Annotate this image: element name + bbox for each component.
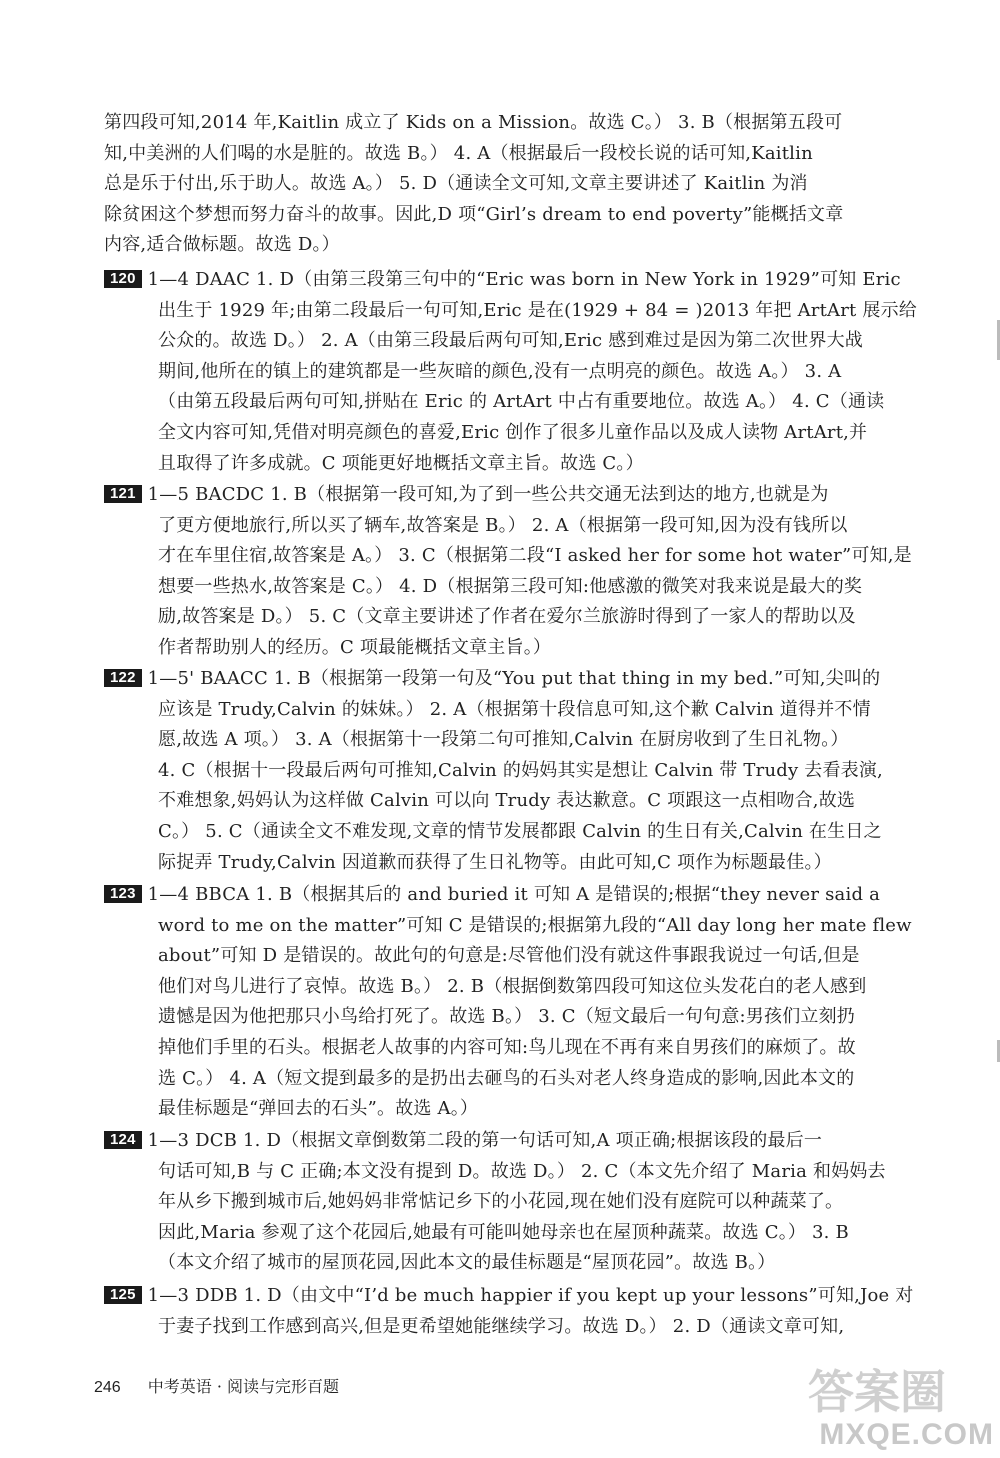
text-line: 期间,他所在的镇上的建筑都是一些灰暗的颜色,没有一点明亮的颜色。故选 A。） 3. A (158, 360, 842, 382)
text-line: 除贫困这个梦想而努力奋斗的故事。因此,D 项“Girl’s dream to end poverty”能概括文章 (104, 203, 844, 225)
text-line: 掉他们手里的石头。根据老人故事的内容可知:鸟儿现在不再有来自男孩们的麻烦了。故 (158, 1036, 856, 1058)
text-line: 于妻子找到工作感到高兴,但是更希望她能继续学习。故选 D。） 2. D（通读文章可知, (158, 1315, 845, 1337)
text-line: 1—3 DDB 1. D（由文中“I’d be much happier if you kept up your lessons”可知,Joe 对 (147, 1285, 914, 1306)
answer-block-123 (104, 880, 926, 1125)
question-number-badge: 123 (104, 885, 142, 903)
text-line: 想要一些热水,故答案是 C。） 4. D（根据第三段可知:他感激的微笑对我来说是最大的奖 (158, 575, 863, 597)
watermark-logo (804, 1356, 994, 1452)
text-line: 全文内容可知,凭借对明亮颜色的喜爱,Eric 创作了很多儿童作品以及成人读物 ArtArt,并 (158, 421, 868, 443)
text-line: 年从乡下搬到城市后,她妈妈非常惦记乡下的小花园,现在她们没有庭院可以种蔬菜了。 (158, 1191, 844, 1213)
text-line: 1—4 BBCA 1. B（根据其后的 and buried it 可知 A 是错误的;根据“they never said a (147, 884, 881, 905)
text-line: 总是乐于付出,乐于助人。故选 A。） 5. D（通读全文可知,文章主要讲述了 Kaitlin 为消 (104, 173, 808, 195)
text-line: 句话可知,B 与 C 正确;本文没有提到 D。故选 D。） 2. C（本文先介绍了 Maria 和妈妈去 (158, 1160, 886, 1182)
text-line: 第四段可知,2014 年,Kaitlin 成立了 Kids on a Mission。故选 C。） 3. B（根据第五段可 (104, 112, 843, 133)
question-number-badge: 120 (104, 270, 142, 288)
text-line: 内容,适合做标题。故选 D。） (104, 234, 340, 256)
text-line: 最佳标题是“弹回去的石头”。故选 A。） (158, 1098, 479, 1120)
text-line: about”可知 D 是错误的。故此句的句意是:尽管他们没有就这件事跟我说过一句话,但是 (158, 945, 860, 967)
page-number: 246 (94, 1379, 121, 1396)
question-number-badge: 124 (104, 1131, 142, 1149)
text-line: 1—3 DCB 1. D（根据文章倒数第二段的第一句话可知,A 项正确;根据该段的最后一 (147, 1130, 823, 1151)
text-line: 选 C。） 4. A（短文提到最多的是扔出去砸鸟的石头对老人终身造成的影响,因此本文的 (158, 1067, 855, 1089)
text-line: C。） 5. C（通读全文不难发现,文章的情节发展都跟 Calvin 的生日有关,Calvin 在生日之 (158, 820, 882, 842)
text-line: 了更方便地旅行,所以买了辆车,故答案是 B。） 2. A（根据第一段可知,因为没有钱所以 (158, 514, 848, 536)
text-line: 应该是 Trudy,Calvin 的妹妹。） 2. A（根据第十段信息可知,这个歉 Calvin 道得并不情 (158, 698, 871, 720)
text-line: 1—4 DAAC 1. D（由第三段第三句中的“Eric was born in New York in 1929”可知 Eric (147, 269, 901, 290)
text-line: 4. C（根据十一段最后两句可推知,Calvin 的妈妈其实是想让 Calvin 带 Trudy 去看表演, (158, 759, 883, 781)
text-line: 愿,故选 A 项。） 3. A（根据第十一段第二句可推知,Calvin 在厨房收到了生日礼物。） (158, 729, 849, 751)
text-line: 励,故答案是 D。） 5. C（文章主要讲述了作者在爱尔兰旅游时得到了一家人的帮助以及 (158, 606, 856, 628)
answer-block-continued (104, 108, 926, 261)
text-line: word to me on the matter”可知 C 是错误的;根据第九段的“All day long her mate flew (158, 914, 912, 936)
text-line: 遗憾是因为他把那只小鸟给打死了。故选 B。） 3. C（短文最后一句句意:男孩们立刻扔 (158, 1006, 855, 1028)
answer-block-124 (104, 1126, 926, 1279)
text-line: 不难想象,妈妈认为这样做 Calvin 可以向 Trudy 表达歉意。C 项跟这一点相吻合,故选 (158, 790, 856, 812)
text-line: 知,中美洲的人们喝的水是脏的。故选 B。） 4. A（根据最后一段校长说的话可知,Kaitlin (104, 142, 813, 164)
page-footer (94, 1374, 339, 1397)
text-line: 公众的。故选 D。） 2. A（由第三段最后两句可知,Eric 感到难过是因为第二次世界大战 (158, 330, 863, 352)
answer-block-121 (104, 480, 926, 664)
question-number-badge: 125 (104, 1286, 142, 1304)
answer-block-122 (104, 664, 926, 878)
text-line: 1—5' BAACC 1. B（根据第一段第一句及“You put that thing in my bed.”可知,尖叫的 (147, 668, 881, 689)
text-line: （由第五段最后两句可知,拼贴在 Eric 的 ArtArt 中占有重要地位。故选 A。） 4. C（通读 (158, 391, 885, 413)
watermark-title: 答案圈 (808, 1365, 946, 1419)
watermark-url: MXQE.COM (819, 1418, 994, 1451)
text-line: 才在车里住宿,故答案是 A。） 3. C（根据第二段“I asked her for some hot water”可知,是 (158, 545, 912, 567)
question-number-badge: 122 (104, 669, 142, 687)
question-number-badge: 121 (104, 485, 142, 503)
text-line: 因此,Maria 参观了这个花园后,她最有可能叫她母亲也在屋顶种蔬菜。故选 C。） 3. B (158, 1221, 849, 1243)
answer-block-120 (104, 265, 926, 479)
text-line: 出生于 1929 年;由第二段最后一句可知,Eric 是在(1929 + 84 = )2013 年把 ArtArt 展示给 (158, 299, 917, 321)
text-line: 作者帮助别人的经历。C 项最能概括文章主旨。） (158, 636, 552, 658)
text-line: 际捉弄 Trudy,Calvin 因道歉而获得了生日礼物等。由此可知,C 项作为标题最佳。） (158, 851, 832, 873)
text-line: 他们对鸟儿进行了哀悼。故选 B。） 2. B（根据倒数第四段可知这位头发花白的老人感到 (158, 975, 867, 997)
text-line: （本文介绍了城市的屋顶花园,因此本文的最佳标题是“屋顶花园”。故选 B。） (158, 1252, 776, 1274)
book-title: 中考英语 · 阅读与完形百题 (147, 1377, 340, 1396)
text-line: 且取得了许多成就。C 项能更好地概括文章主旨。故选 C。） (158, 452, 644, 474)
answer-block-125 (104, 1281, 926, 1342)
text-line: 1—5 BACDC 1. B（根据第一段可知,为了到一些公共交通无法到达的地方,也就是为 (147, 484, 829, 505)
